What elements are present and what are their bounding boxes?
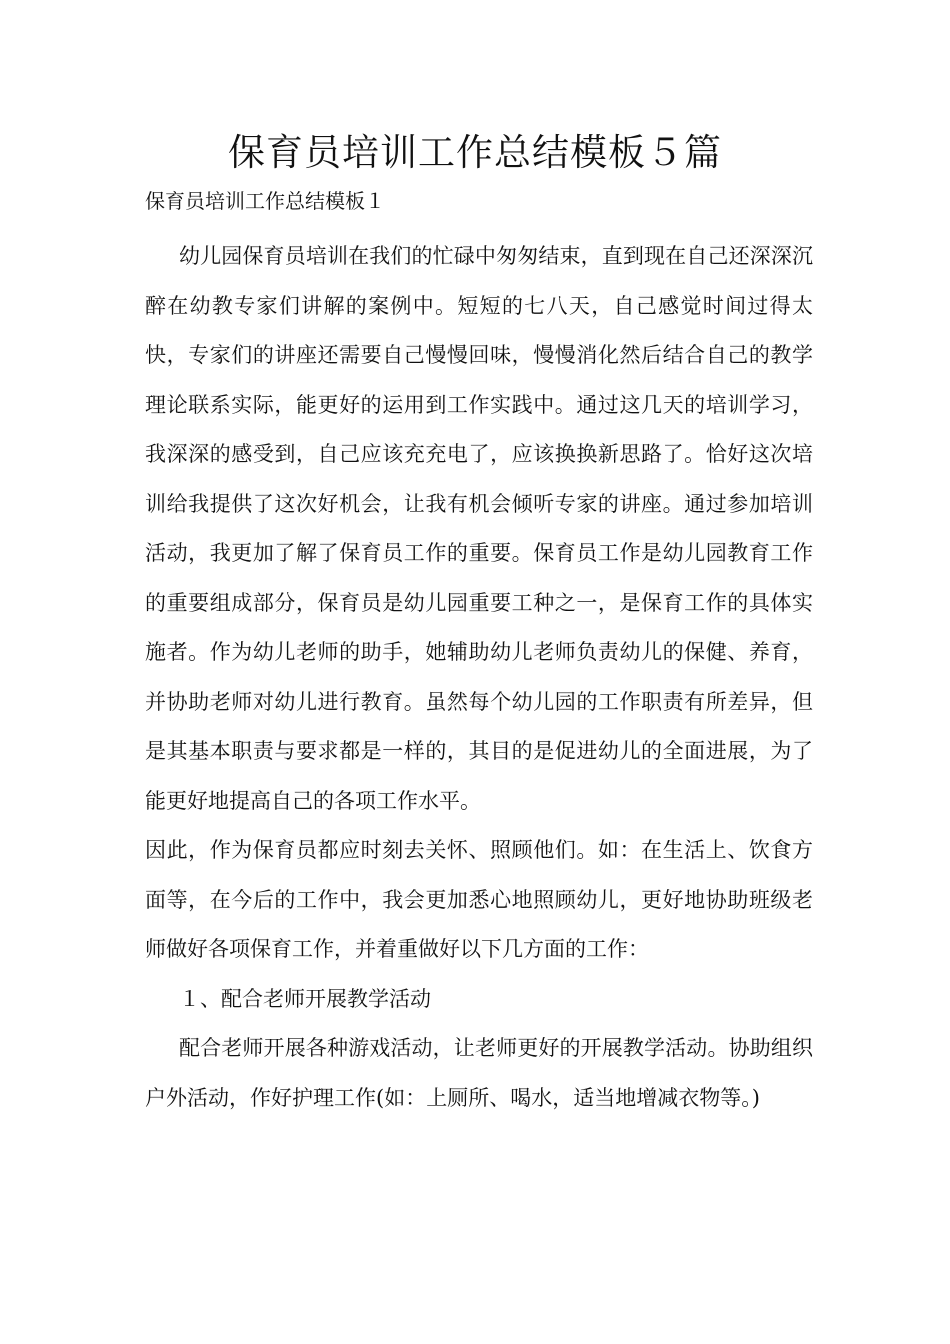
document-subtitle: 保育员培训工作总结模板１ — [145, 189, 385, 213]
section-heading-1: １、配合老师开展教学活动 — [179, 986, 431, 1011]
document-body — [145, 232, 813, 1123]
paragraph-2: 因此，作为保育员都应时刻去关怀、照顾他们。如：在生活上、饮食方面等，在今后的工作中，我会更加悉心地照顾幼儿，更好地协助班级老师做好各项保育工作，并着重做好以下几方面的工作： — [145, 838, 813, 961]
paragraph-1: 幼儿园保育员培训在我们的忙碌中匆匆结束，直到现在自己还深深沉醉在幼教专家们讲解的案例中。短短的七八天，自己感觉时间过得太快，专家们的讲座还需要自己慢慢回味，慢慢消化然后结合自己的教学理论联系实际，能更好的运用到工作实践中。通过这几天的培训学习，我深深的感受到，自己应该充充电了，应该换换新思路了。恰好这次培训给我提供了这次好机会，让我有机会倾听专家的讲座。通过参加培训活动，我更加了解了保育员工作的重要。保育员工作是幼儿园教育工作的重要组成部分，保育员是幼儿园重要工种之一，是保育工作的具体实施者。作为幼儿老师的助手，她辅助幼儿老师负责幼儿的保健、养育，并协助老师对幼儿进行教育。虽然每个幼儿园的工作职责有所差异，但是其基本职责与要求都是一样的，其目的是促进幼儿的全面进展，为了能更好地提高自己的各项工作水平。 — [145, 244, 813, 813]
document-title: 保育员培训工作总结模板５篇 — [228, 131, 722, 174]
paragraph-3: 配合老师开展各种游戏活动，让老师更好的开展教学活动。协助组织户外活动，作好护理工作(如：上厕所、喝水，适当地增减衣物等。) — [145, 1036, 813, 1110]
